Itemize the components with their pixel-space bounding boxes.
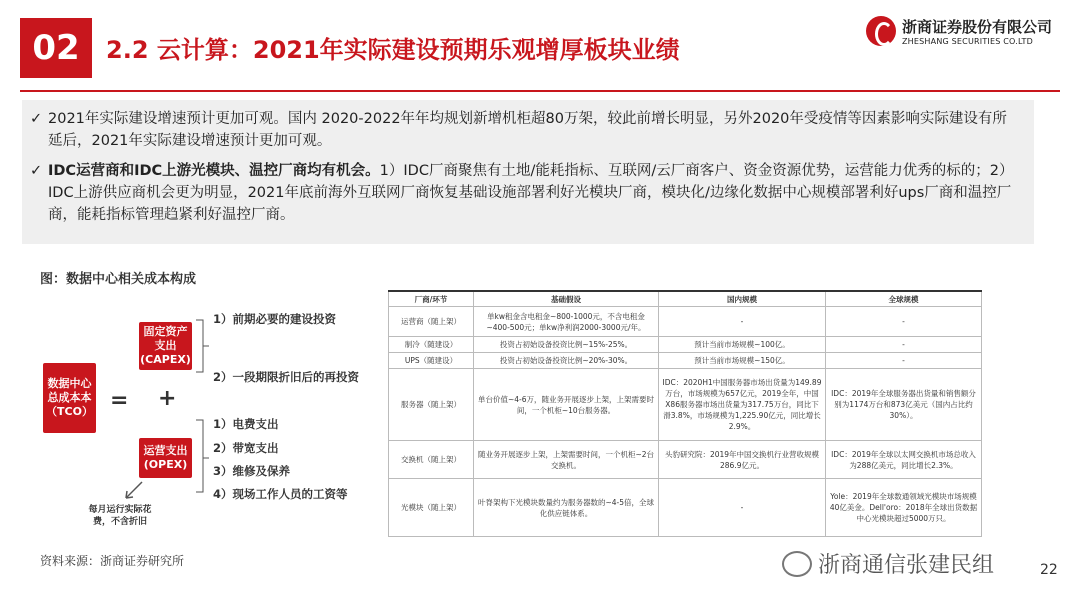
- table-cell: 随业务开展逐步上架，上架需要时间，一个机柜~2台交换机。: [474, 441, 659, 479]
- table-cell: UPS（随建设）: [389, 353, 474, 369]
- table-cell: -: [826, 337, 982, 353]
- opex-box: 运营支出 (OPEX): [139, 438, 192, 478]
- table-row: [389, 479, 982, 537]
- table-row: [389, 337, 982, 353]
- opex-item: 4）现场工作人员的工资等: [213, 487, 348, 501]
- cost-table: [388, 290, 982, 537]
- opex-item: 1）电费支出: [213, 417, 279, 431]
- source-note: 资料来源：浙商证券研究所: [40, 554, 185, 568]
- page-number: 22: [1040, 562, 1058, 578]
- table-cell: Yole：2019年全球数通领域光模块市场规模40亿美金。Dell'oro：2018年全球出货数据中心光模块超过5000万只。: [826, 479, 982, 537]
- page-title: 2.2 云计算：2021年实际建设预期乐观增厚板块业绩: [106, 36, 680, 64]
- bullet-2-bold: IDC运营商和IDC上游光模块、温控厂商均有机会。: [48, 163, 380, 179]
- table-cell: 光模块（随上架）: [389, 479, 474, 537]
- wechat-watermark: [782, 548, 994, 579]
- table-cell: IDC：2019年全球以太网交换机市场总收入为288亿美元，同比增长2.3%。: [826, 441, 982, 479]
- opex-note: 每月运行实际花费，不含折旧: [88, 505, 152, 527]
- check-icon: ✓: [30, 111, 43, 127]
- table-cell: 服务器（随上架）: [389, 369, 474, 441]
- table-cell: 叶脊架构下光模块数量约为服务器数的~4-5倍，全球化供应链体系。: [474, 479, 659, 537]
- table-cell: 预计当前市场规模~100亿。: [659, 337, 826, 353]
- table-cell: 运营商（随上架）: [389, 307, 474, 337]
- plus-sign: +: [158, 386, 177, 411]
- column-header: 全球规模: [826, 291, 982, 307]
- table-header-row: [389, 291, 982, 307]
- table-cell: 投资占初始设备投资比例~20%-30%。: [474, 353, 659, 369]
- tco-box: 数据中心 总成本本 （TCO）: [43, 363, 96, 433]
- bullet-1-text: 2021年实际建设增速预计更加可观。国内 2020-2022年年均规划新增机柜超80万架，较此前增长明显，另外2020年受疫情等因素影响实际建设有所延后，2021年实际建设增速预计更加可观。: [48, 111, 1007, 149]
- table-row: [389, 369, 982, 441]
- opex-item: 2）带宽支出: [213, 441, 279, 455]
- table-row: [389, 353, 982, 369]
- table-cell: -: [659, 479, 826, 537]
- column-header: 厂商/环节: [389, 291, 474, 307]
- table-row: [389, 307, 982, 337]
- table-cell: -: [826, 307, 982, 337]
- column-header: 国内规模: [659, 291, 826, 307]
- logo-cn-text: 浙商证券股份有限公司: [902, 18, 1053, 36]
- table-row: [389, 441, 982, 479]
- table-cell: -: [826, 353, 982, 369]
- table-cell: 头豹研究院：2019年中国交换机行业营收规模286.9亿元。: [659, 441, 826, 479]
- wechat-icon: [782, 551, 812, 577]
- table-cell: 预计当前市场规模~150亿。: [659, 353, 826, 369]
- capex-item: 1）前期必要的建设投资: [213, 312, 337, 326]
- logo-en-text: ZHESHANG SECURITIES CO.LTD: [902, 37, 1033, 46]
- wechat-account-name: 浙商通信张建民组: [818, 553, 995, 578]
- equals-sign: =: [110, 388, 129, 413]
- table-cell: IDC：2019年全球服务器出货量和销售额分别为1174万台和873亿美元（国内占比约30%）。: [826, 369, 982, 441]
- table-cell: 投资占初始设备投资比例~15%-25%。: [474, 337, 659, 353]
- table-cell: 制冷（随建设）: [389, 337, 474, 353]
- table-cell: 单台价值~4-6万，随业务开展逐步上架，上架需要时间，一个机柜~10台服务器。: [474, 369, 659, 441]
- column-header: 基础假设: [474, 291, 659, 307]
- bullet-2-text: 1）IDC厂商聚焦有土地/能耗指标、互联网/云厂商客户、资金资源优势，运营能力优秀的标的；2）IDC上游供应商机会更为明显，2021年底前海外互联网厂商恢复基础设施部署利好光模块厂商，模块化/边缘化数据中心规模部署利好ups厂商和温控厂商，能耗指标管理趋紧利好温控厂商。: [48, 163, 1014, 223]
- section-number: 02: [20, 18, 92, 78]
- opex-item: 3）维修及保养: [213, 464, 291, 478]
- table-cell: -: [659, 307, 826, 337]
- table-cell: 单kw租金含电租金~800-1000元，不含电租金~400-500元；单kw净利润2000-3000元/年。: [474, 307, 659, 337]
- check-icon: ✓: [30, 163, 43, 179]
- capex-box: 固定资产 支出 (CAPEX): [139, 322, 192, 370]
- table-cell: 交换机（随上架）: [389, 441, 474, 479]
- figure-title: 图：数据中心相关成本构成: [40, 272, 197, 287]
- capex-item: 2）一段期限折旧后的再投资: [213, 370, 360, 384]
- table-cell: IDC：2020H1中国服务器市场出货量为149.89万台，市场规模为657亿元，2019全年，中国X86服务器市场出货量为317.75万台，同比下滑3.8%，市场规模为1,225.90亿元，同比增长2.9%。: [659, 369, 826, 441]
